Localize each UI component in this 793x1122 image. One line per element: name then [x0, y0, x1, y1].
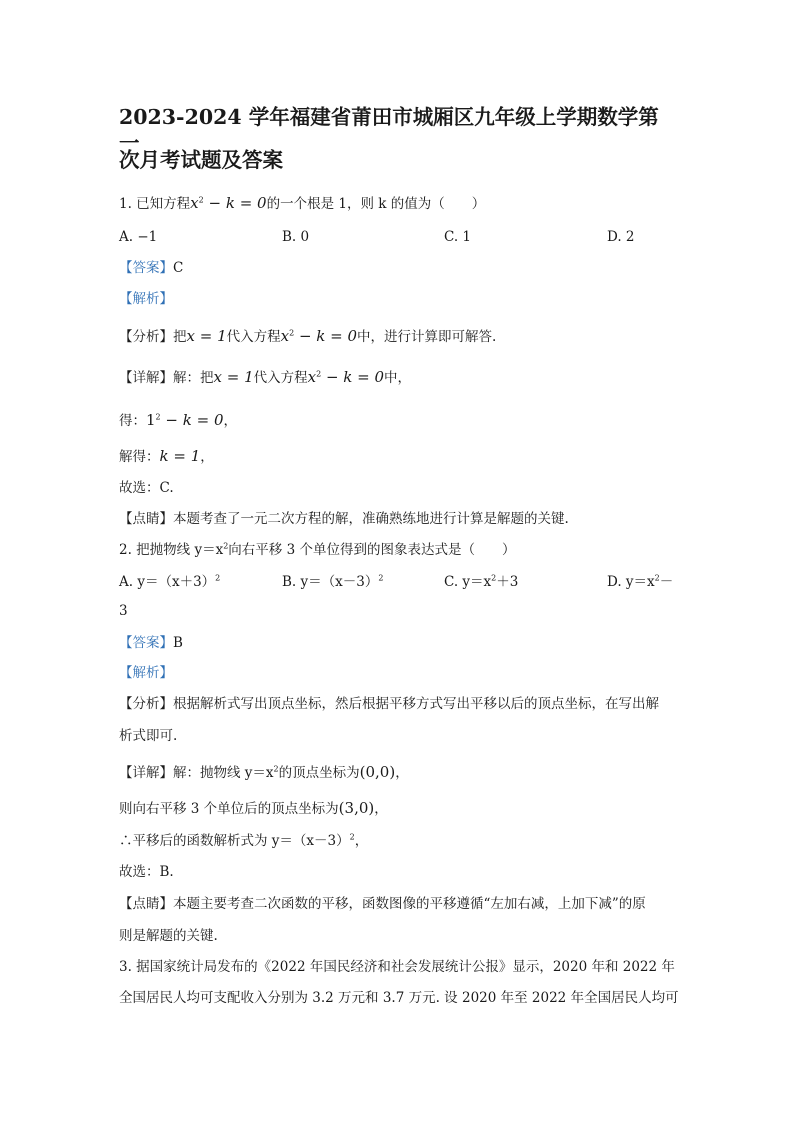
q2-option-c-rest: ＋3 [496, 574, 519, 590]
q2-fenxi-text: 根据解析式写出顶点坐标，然后根据平移方式写出平移以后的顶点坐标，在写出解 [173, 696, 659, 712]
q1-option-c: C. 1 [444, 229, 472, 245]
q1-answer [119, 258, 183, 278]
q1-analysis-heading: 【解析】 [119, 291, 173, 307]
q1-jiede-punct: ， [200, 449, 214, 465]
q1-xiangjie [119, 367, 411, 388]
q2-option-b-exp: 2 [378, 573, 384, 583]
q1-stem [119, 193, 485, 214]
q1-dianjing-text: 本题考查了一元二次方程的解，准确熟练地进行计算是解题的关键. [173, 511, 569, 527]
q2-option-c-label: C. y＝x [444, 574, 492, 590]
q1-de-label: 得： [119, 413, 146, 429]
q1-de-rest: − k = 0 [160, 411, 224, 429]
q1-eq-base: x [190, 194, 199, 212]
q2-dianjing-text: 本题主要考查二次函数的平移，函数图像的平移遵循“左加右减，上加下减”的原 [173, 896, 646, 912]
q2-option-a-label: A. y＝（x＋3） [119, 574, 216, 590]
q2-step2-math: (3,0) [338, 799, 375, 817]
q1-jiede-label: 解得： [119, 449, 160, 465]
q2-option-c-exp: 2 [491, 573, 497, 583]
title-line-2: 次月考试题及答案 [119, 148, 283, 172]
q2-stem-exp: 2 [223, 541, 229, 551]
q2-step3-exp: 2 [349, 832, 355, 842]
q2-option-b [282, 572, 383, 592]
q2-stem-a: 2. 把抛物线 y＝x [119, 542, 224, 558]
q2-fenxi-cont: 析式即可. [119, 728, 178, 744]
q2-option-d [607, 572, 673, 592]
q1-de-punct: ， [223, 413, 237, 429]
q1-fenxi-text-c: 中，进行计算即可解答. [357, 329, 497, 345]
q1-fenxi [119, 326, 496, 347]
q1-de-base: 1 [146, 411, 156, 429]
q3-stem-line1: 3. 据国家统计局发布的《2022 年国民经济和社会发展统计公报》显示，2020 年和 2022 年 [119, 959, 675, 975]
q2-answer-tag: 【答案】 [119, 635, 173, 651]
q1-eq-exp: 2 [198, 195, 204, 205]
q2-stem-b: 向右平移 3 个单位得到的图象表达式是（ ） [228, 542, 516, 558]
q1-stem-suffix: 的一个根是 1，则 k 的值为（ ） [266, 196, 486, 212]
q1-dianjing [119, 509, 569, 529]
q1-de-exp: 2 [155, 412, 161, 422]
q2-analysis-heading: 【解析】 [119, 665, 173, 681]
q1-answer-value: C [173, 260, 184, 276]
q2-option-c [444, 572, 518, 592]
q1-xiangjie-math2-rest: − k = 0 [321, 368, 385, 386]
q2-answer-value: B [173, 635, 183, 651]
q1-fenxi-math2-rest: − k = 0 [294, 327, 358, 345]
q1-dianjing-tag: 【点睛】 [119, 511, 173, 527]
q2-option-d-rest: － [659, 574, 674, 590]
q2-step2 [119, 798, 388, 819]
q1-answer-tag: 【答案】 [119, 260, 173, 276]
q2-xiangjie-text-a: 解：抛物线 y＝x [173, 765, 274, 781]
q2-dianjing-cont: 则是解题的关键. [119, 928, 218, 944]
q1-fenxi-tag: 【分析】 [119, 329, 173, 345]
q2-xiangjie-exp: 2 [273, 764, 279, 774]
q1-fenxi-math2-base: x [280, 327, 290, 345]
q2-xiangjie [119, 762, 409, 783]
q2-xiangjie-tag: 【详解】 [119, 765, 173, 781]
q2-xiangjie-math: (0,0) [359, 763, 396, 781]
q1-jiede-step [119, 446, 214, 467]
q1-eq-rest: − k = 0 [203, 194, 267, 212]
q1-fenxi-math2-exp: 2 [289, 328, 295, 338]
q1-fenxi-text-b: 代入方程 [226, 329, 281, 345]
q1-xiangjie-math2-base: x [307, 368, 317, 386]
q1-xiangjie-math2-exp: 2 [316, 369, 322, 379]
q1-option-d: D. 2 [607, 229, 635, 245]
q2-step3-text-b: ， [354, 833, 369, 849]
q2-option-b-label: B. y＝（x－3） [282, 574, 379, 590]
q2-choose: 故选：B. [119, 864, 174, 880]
q1-fenxi-math1: x = 1 [186, 327, 227, 345]
q1-fenxi-text-a: 把 [173, 329, 187, 345]
title-line-1: 2023-2024 学年福建省莆田市城厢区九年级上学期数学第一 [119, 105, 659, 155]
q2-fenxi [119, 694, 659, 714]
q1-xiangjie-math1: x = 1 [213, 368, 254, 386]
q2-stem [119, 540, 515, 560]
q2-step2-text-a: 则向右平移 3 个单位后的顶点坐标为 [119, 801, 339, 817]
q2-xiangjie-text-b: 的顶点坐标为 [278, 765, 360, 781]
q1-xiangjie-text-a: 解：把 [173, 370, 214, 386]
q2-option-d-exp: 2 [654, 573, 660, 583]
q2-option-d-label: D. y＝x [607, 574, 655, 590]
q1-option-b: B. 0 [282, 229, 310, 245]
q1-de-step [119, 410, 237, 431]
q1-stem-prefix: 1. 已知方程 [119, 196, 191, 212]
q1-choose: 故选：C. [119, 480, 174, 496]
q3-stem-line2: 全国居民人均可支配收入分别为 3.2 万元和 3.7 万元. 设 2020 年至 2022 年全国居民人均可 [119, 990, 679, 1006]
q2-dianjing [119, 894, 646, 914]
q2-xiangjie-text-c: ， [395, 765, 409, 781]
q2-fenxi-tag: 【分析】 [119, 696, 173, 712]
q1-xiangjie-text-c: 中， [384, 370, 412, 386]
q1-option-a: A. −1 [119, 229, 158, 245]
q1-xiangjie-text-b: 代入方程 [253, 370, 308, 386]
q2-option-a [119, 572, 220, 592]
q2-step2-text-b: ， [374, 801, 388, 817]
q2-option-d-wrap: 3 [119, 603, 128, 619]
q2-answer [119, 633, 183, 653]
q2-step3 [119, 831, 368, 851]
q1-jiede-math: k = 1 [159, 447, 201, 465]
page-title-cont [119, 147, 679, 173]
q2-option-a-exp: 2 [215, 573, 221, 583]
q2-step3-text-a: ∴平移后的函数解析式为 y＝（x－3） [119, 833, 350, 849]
q1-xiangjie-tag: 【详解】 [119, 370, 173, 386]
q2-dianjing-tag: 【点睛】 [119, 896, 173, 912]
